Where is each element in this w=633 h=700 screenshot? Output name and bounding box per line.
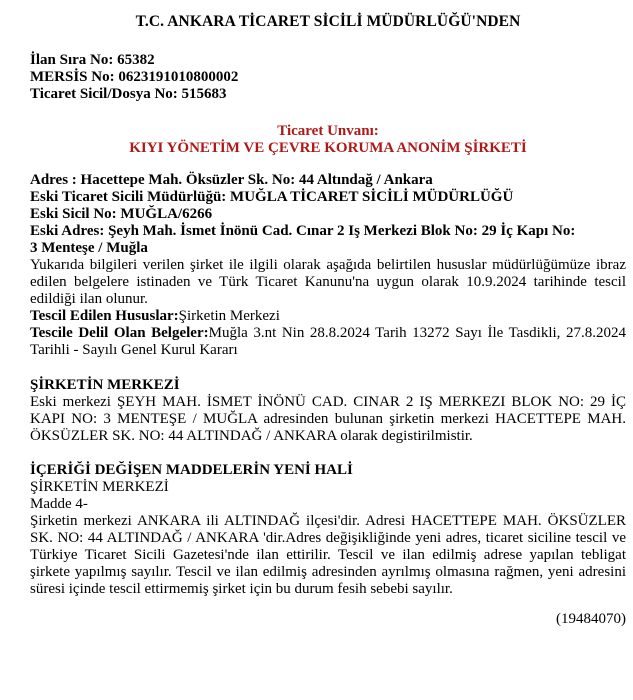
intro-paragraph: Yukarıda bilgileri verilen şirket ile ilgili olarak aşağıda belirtilen hususlar müdürlüğümüze ibraz edilen belgelere istinaden ve Türk Ticaret Kanunu'na uygun olarak 10.9.2024 tarihinde tescil edildiği ilan olunur. bbox=[30, 257, 626, 307]
article-subheading: ŞİRKETİN MERKEZİ bbox=[30, 479, 169, 495]
trade-name-label: Ticaret Unvanı: bbox=[277, 123, 379, 139]
gazette-notice bbox=[30, 0, 626, 628]
ilan-sira-no: İlan Sıra No: 65382 bbox=[30, 52, 155, 68]
section-heading-amended-articles: İÇERİĞİ DEĞİŞEN MADDELERİN YENİ HALİ bbox=[30, 462, 353, 478]
section-heading-merkez: ŞİRKETİN MERKEZİ bbox=[30, 377, 180, 393]
old-registry-no: Eski Sicil No: MUĞLA/6266 bbox=[30, 206, 213, 222]
old-registry-office: Eski Ticaret Sicili Müdürlüğü: MUĞLA TİCARET SİCİLİ MÜDÜRLÜĞÜ bbox=[30, 189, 514, 205]
registered-matters-value: Şirketin Merkezi bbox=[178, 308, 280, 324]
reference-number: (19484070) bbox=[556, 611, 626, 627]
evidence-documents bbox=[30, 325, 626, 359]
registered-matters-label: Tescil Edilen Hususlar: bbox=[30, 308, 179, 324]
evidence-documents-value: Muğla 3.nt Nin 28.8.2024 Tarih 13272 Sayı İle Tasdikli, 27.8.2024 Tarihli - Sayılı Genel Kurul Kararı bbox=[30, 325, 626, 358]
merkez-paragraph: Eski merkezi ŞEYH MAH. İSMET İNÖNÜ CAD. CINAR 2 IŞ MERKEZI BLOK NO: 29 İÇ KAPI NO: 3 MENTEŞE / MUĞLA adresinden bulunan şirketin merkezi HACETTEPE MAH. ÖKSÜZLER SK. NO: 44 ALTINDAĞ / ANKARA olarak degistirilmistir. bbox=[30, 394, 626, 444]
sicil-dosya-no: Ticaret Sicil/Dosya No: 515683 bbox=[30, 86, 227, 102]
article-number: Madde 4- bbox=[30, 496, 88, 512]
mersis-no: MERSİS No: 0623191010800002 bbox=[30, 69, 239, 85]
evidence-documents-label: Tescile Delil Olan Belgeler: bbox=[30, 325, 209, 341]
registered-matters bbox=[30, 308, 626, 325]
old-address-line-2: 3 Menteşe / Muğla bbox=[30, 240, 148, 256]
page-title: T.C. ANKARA TİCARET SİCİLİ MÜDÜRLÜĞÜ'NDEN bbox=[135, 13, 521, 30]
trade-name: KIYI YÖNETİM VE ÇEVRE KORUMA ANONİM ŞİRKETİ bbox=[129, 140, 527, 156]
old-address-line-1: Eski Adres: Şeyh Mah. İsmet İnönü Cad. Cınar 2 Iş Merkezi Blok No: 29 İç Kapı No: bbox=[30, 223, 576, 239]
address: Adres : Hacettepe Mah. Öksüzler Sk. No: 44 Altındağ / Ankara bbox=[30, 172, 433, 188]
article-paragraph: Şirketin merkezi ANKARA ili ALTINDAĞ ilçesi'dir. Adresi HACETTEPE MAH. ÖKSÜZLER SK. NO: 44 ALTINDAĞ / ANKARA 'dir.Adres değişikliğinde yeni adres, ticaret siciline tescil ve Türkiye Ticaret Sicili Gazetesi'nde ilan ettirilir. Tescil ve ilan edilmiş adrese yapılan tebligat şirkete yapılmış sayılır. Tescil ve ilan edilmiş adresinden ayrılmış olmasına rağmen, yeni adresini süresi içinde tescil ettirmemiş şirket için bu durum fesih sebebi sayılır. bbox=[30, 513, 626, 597]
